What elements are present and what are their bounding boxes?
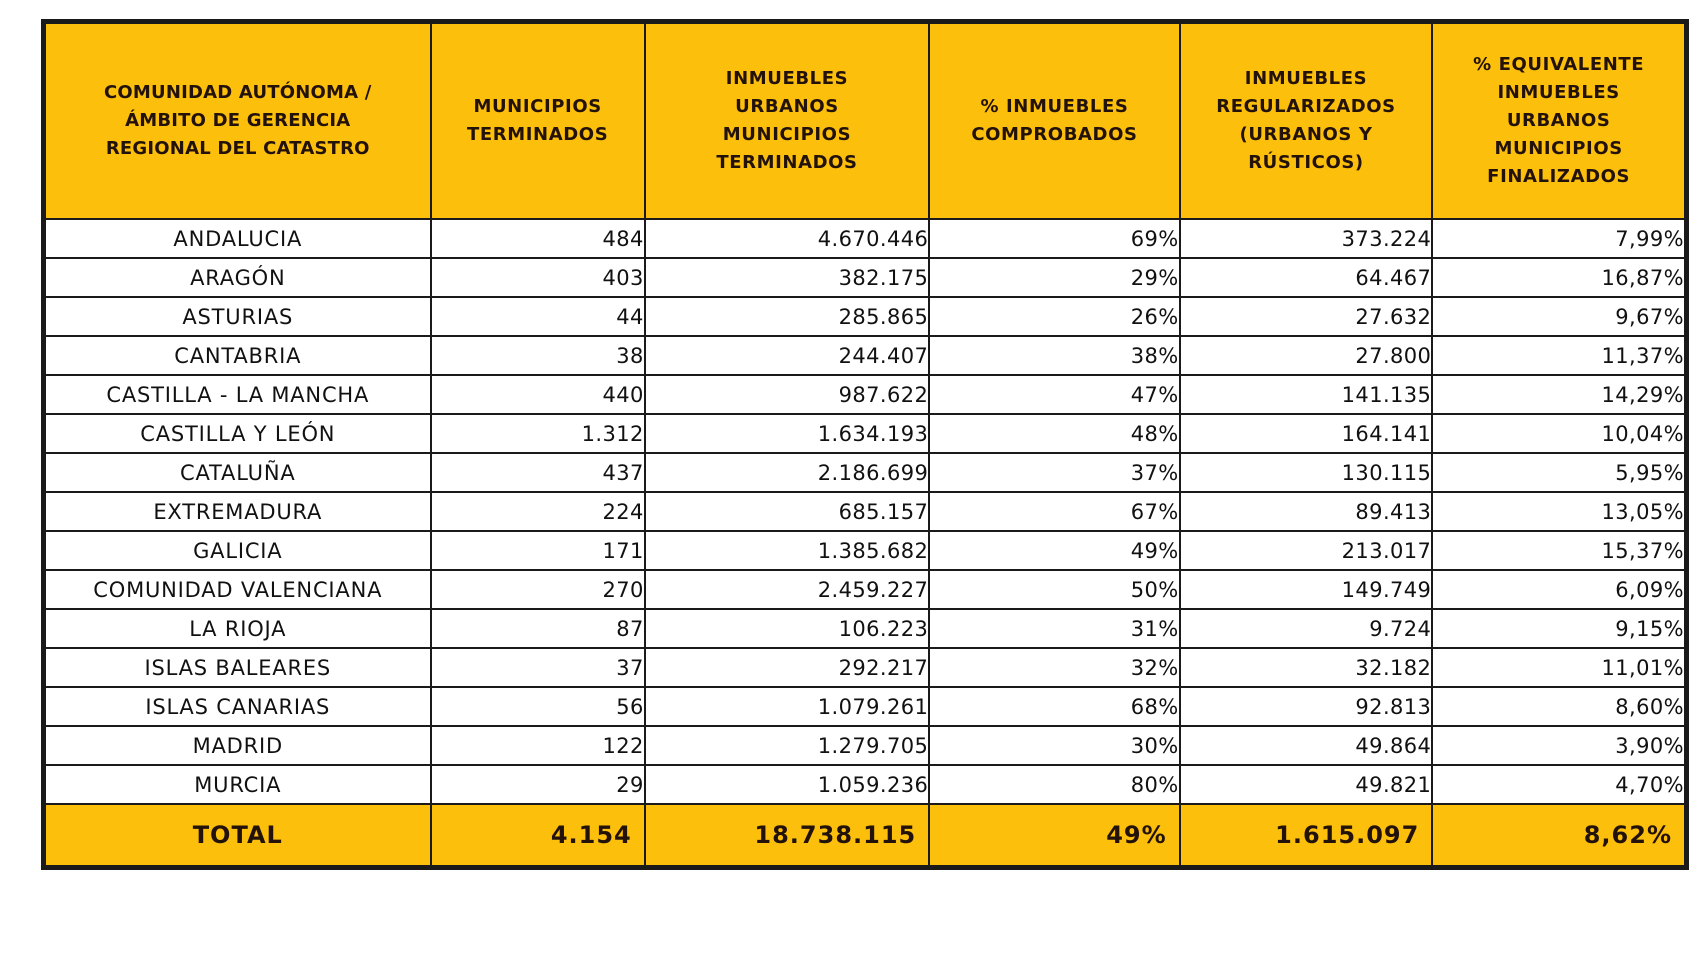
table-total-row [45, 804, 1685, 866]
column-header-pct-equivalente-line-3: URBANOS [1506, 110, 1611, 132]
cell-municipios-terminados: 87 [431, 609, 645, 648]
table-row [45, 726, 1685, 765]
cell-municipios-terminados: 38 [431, 336, 645, 375]
cell-inmuebles-urbanos: 987.622 [645, 375, 930, 414]
column-header-pct-equivalente-line-4: MUNICIPIOS [1494, 137, 1623, 159]
cell-region-name: EXTREMADURA [45, 492, 431, 531]
cell-region-name: GALICIA [45, 531, 431, 570]
cell-municipios-terminados: 37 [431, 648, 645, 687]
cell-pct-comprobados: 26% [929, 297, 1179, 336]
catastro-table [44, 22, 1686, 867]
column-header-region [45, 23, 431, 219]
cell-pct-comprobados: 68% [929, 687, 1179, 726]
cell-pct-equivalente: 7,99% [1432, 219, 1685, 258]
column-header-regularizados-line-1: INMUEBLES [1244, 68, 1368, 90]
cell-pct-comprobados: 31% [929, 609, 1179, 648]
cell-pct-equivalente: 6,09% [1432, 570, 1685, 609]
total-cell-pct-comprobados: 49% [929, 804, 1179, 866]
column-header-pct-comprobados [929, 23, 1179, 219]
cell-inmuebles-urbanos: 382.175 [645, 258, 930, 297]
cell-pct-equivalente: 14,29% [1432, 375, 1685, 414]
column-header-pct-comprobados-line-1: % INMUEBLES [980, 96, 1129, 118]
table-row [45, 453, 1685, 492]
cell-pct-comprobados: 69% [929, 219, 1179, 258]
cell-inmuebles-regularizados: 164.141 [1180, 414, 1433, 453]
cell-region-name: CATALUÑA [45, 453, 431, 492]
cell-pct-comprobados: 30% [929, 726, 1179, 765]
column-header-inmuebles-urbanos [645, 23, 930, 219]
cell-pct-equivalente: 9,67% [1432, 297, 1685, 336]
table-row [45, 375, 1685, 414]
total-cell-pct-equivalente: 8,62% [1432, 804, 1685, 866]
cell-pct-comprobados: 29% [929, 258, 1179, 297]
cell-region-name: ANDALUCIA [45, 219, 431, 258]
cell-pct-comprobados: 80% [929, 765, 1179, 804]
column-header-regularizados-line-3: (URBANOS Y [1239, 124, 1373, 145]
cell-inmuebles-regularizados: 130.115 [1180, 453, 1433, 492]
cell-pct-equivalente: 3,90% [1432, 726, 1685, 765]
cell-region-name: CASTILLA - LA MANCHA [45, 375, 431, 414]
cell-municipios-terminados: 440 [431, 375, 645, 414]
cell-inmuebles-urbanos: 1.279.705 [645, 726, 930, 765]
column-header-pct-equivalente-line-1: % EQUIVALENTE [1473, 54, 1645, 76]
cell-pct-equivalente: 8,60% [1432, 687, 1685, 726]
cell-inmuebles-regularizados: 9.724 [1180, 609, 1433, 648]
cell-municipios-terminados: 44 [431, 297, 645, 336]
table-row [45, 687, 1685, 726]
total-cell-inmuebles-regularizados: 1.615.097 [1180, 804, 1433, 866]
cell-municipios-terminados: 437 [431, 453, 645, 492]
cell-region-name: ISLAS CANARIAS [45, 687, 431, 726]
cell-pct-equivalente: 16,87% [1432, 258, 1685, 297]
cell-municipios-terminados: 1.312 [431, 414, 645, 453]
cell-inmuebles-urbanos: 2.459.227 [645, 570, 930, 609]
cell-pct-equivalente: 15,37% [1432, 531, 1685, 570]
cell-inmuebles-regularizados: 149.749 [1180, 570, 1433, 609]
table-body [45, 219, 1685, 866]
cell-pct-equivalente: 13,05% [1432, 492, 1685, 531]
cell-inmuebles-urbanos: 685.157 [645, 492, 930, 531]
cell-pct-equivalente: 9,15% [1432, 609, 1685, 648]
cell-inmuebles-regularizados: 141.135 [1180, 375, 1433, 414]
cell-inmuebles-regularizados: 213.017 [1180, 531, 1433, 570]
total-cell-inmuebles-urbanos: 18.738.115 [645, 804, 930, 866]
cell-inmuebles-regularizados: 27.632 [1180, 297, 1433, 336]
column-header-inmuebles-urbanos-line-2: URBANOS [735, 96, 839, 118]
table-row [45, 258, 1685, 297]
cell-pct-comprobados: 67% [929, 492, 1179, 531]
column-header-region-line-1: COMUNIDAD AUTÓNOMA / [104, 82, 372, 104]
cell-pct-comprobados: 49% [929, 531, 1179, 570]
cell-inmuebles-urbanos: 1.385.682 [645, 531, 930, 570]
table-header-row [45, 23, 1685, 219]
table-row [45, 219, 1685, 258]
cell-region-name: ARAGÓN [45, 258, 431, 297]
cell-region-name: CASTILLA Y LEÓN [45, 414, 431, 453]
total-cell-municipios-terminados: 4.154 [431, 804, 645, 866]
cell-inmuebles-urbanos: 1.059.236 [645, 765, 930, 804]
cell-inmuebles-regularizados: 49.821 [1180, 765, 1433, 804]
table-row [45, 336, 1685, 375]
cell-municipios-terminados: 171 [431, 531, 645, 570]
column-header-municipios-line-2: TERMINADOS [467, 124, 609, 145]
column-header-inmuebles-urbanos-line-3: MUNICIPIOS [722, 124, 852, 145]
column-header-pct-equivalente-line-2: INMUEBLES [1497, 82, 1620, 104]
cell-pct-comprobados: 38% [929, 336, 1179, 375]
column-header-municipios [431, 23, 645, 219]
table-row [45, 414, 1685, 453]
cell-inmuebles-regularizados: 89.413 [1180, 492, 1433, 531]
cell-inmuebles-regularizados: 373.224 [1180, 219, 1433, 258]
cell-region-name: ASTURIAS [45, 297, 431, 336]
cell-municipios-terminados: 484 [431, 219, 645, 258]
cell-inmuebles-regularizados: 32.182 [1180, 648, 1433, 687]
table-row [45, 648, 1685, 687]
table-row [45, 570, 1685, 609]
cell-municipios-terminados: 224 [431, 492, 645, 531]
cell-region-name: ISLAS BALEARES [45, 648, 431, 687]
cell-pct-comprobados: 32% [929, 648, 1179, 687]
cell-region-name: CANTABRIA [45, 336, 431, 375]
cell-inmuebles-urbanos: 285.865 [645, 297, 930, 336]
table-header [45, 23, 1685, 219]
cell-pct-equivalente: 11,01% [1432, 648, 1685, 687]
cell-pct-equivalente: 4,70% [1432, 765, 1685, 804]
column-header-pct-comprobados-line-2: COMPROBADOS [971, 124, 1138, 145]
cell-municipios-terminados: 403 [431, 258, 645, 297]
table-row [45, 297, 1685, 336]
column-header-inmuebles-urbanos-line-4: TERMINADOS [716, 151, 858, 173]
table-row [45, 765, 1685, 804]
column-header-inmuebles-urbanos-line-1: INMUEBLES [725, 68, 849, 90]
cell-inmuebles-urbanos: 106.223 [645, 609, 930, 648]
column-header-municipios-line-1: MUNICIPIOS [473, 96, 602, 118]
column-header-regularizados-line-4: RÚSTICOS) [1248, 151, 1364, 173]
table-row [45, 492, 1685, 531]
cell-inmuebles-urbanos: 292.217 [645, 648, 930, 687]
cell-pct-equivalente: 11,37% [1432, 336, 1685, 375]
column-header-region-line-3: REGIONAL DEL CATASTRO [105, 137, 370, 159]
total-cell-region-name: TOTAL [45, 804, 431, 866]
cell-pct-comprobados: 37% [929, 453, 1179, 492]
cell-inmuebles-urbanos: 244.407 [645, 336, 930, 375]
cell-inmuebles-urbanos: 4.670.446 [645, 219, 930, 258]
cell-region-name: MADRID [45, 726, 431, 765]
cell-region-name: MURCIA [45, 765, 431, 804]
cell-pct-equivalente: 10,04% [1432, 414, 1685, 453]
cell-inmuebles-urbanos: 1.079.261 [645, 687, 930, 726]
column-header-pct-equivalente [1432, 23, 1685, 219]
column-header-pct-equivalente-line-5: FINALIZADOS [1487, 165, 1631, 187]
cell-inmuebles-regularizados: 49.864 [1180, 726, 1433, 765]
catastro-table-container [41, 19, 1689, 870]
cell-municipios-terminados: 122 [431, 726, 645, 765]
cell-inmuebles-regularizados: 27.800 [1180, 336, 1433, 375]
column-header-region-line-2: ÁMBITO DE GERENCIA [125, 110, 351, 132]
table-row [45, 531, 1685, 570]
cell-inmuebles-urbanos: 1.634.193 [645, 414, 930, 453]
cell-pct-comprobados: 50% [929, 570, 1179, 609]
column-header-regularizados-line-2: REGULARIZADOS [1216, 96, 1396, 118]
cell-municipios-terminados: 56 [431, 687, 645, 726]
cell-region-name: LA RIOJA [45, 609, 431, 648]
cell-pct-comprobados: 48% [929, 414, 1179, 453]
cell-inmuebles-regularizados: 64.467 [1180, 258, 1433, 297]
cell-pct-equivalente: 5,95% [1432, 453, 1685, 492]
cell-inmuebles-urbanos: 2.186.699 [645, 453, 930, 492]
cell-region-name: COMUNIDAD VALENCIANA [45, 570, 431, 609]
column-header-regularizados [1180, 23, 1433, 219]
cell-pct-comprobados: 47% [929, 375, 1179, 414]
cell-municipios-terminados: 29 [431, 765, 645, 804]
cell-municipios-terminados: 270 [431, 570, 645, 609]
table-row [45, 609, 1685, 648]
cell-inmuebles-regularizados: 92.813 [1180, 687, 1433, 726]
